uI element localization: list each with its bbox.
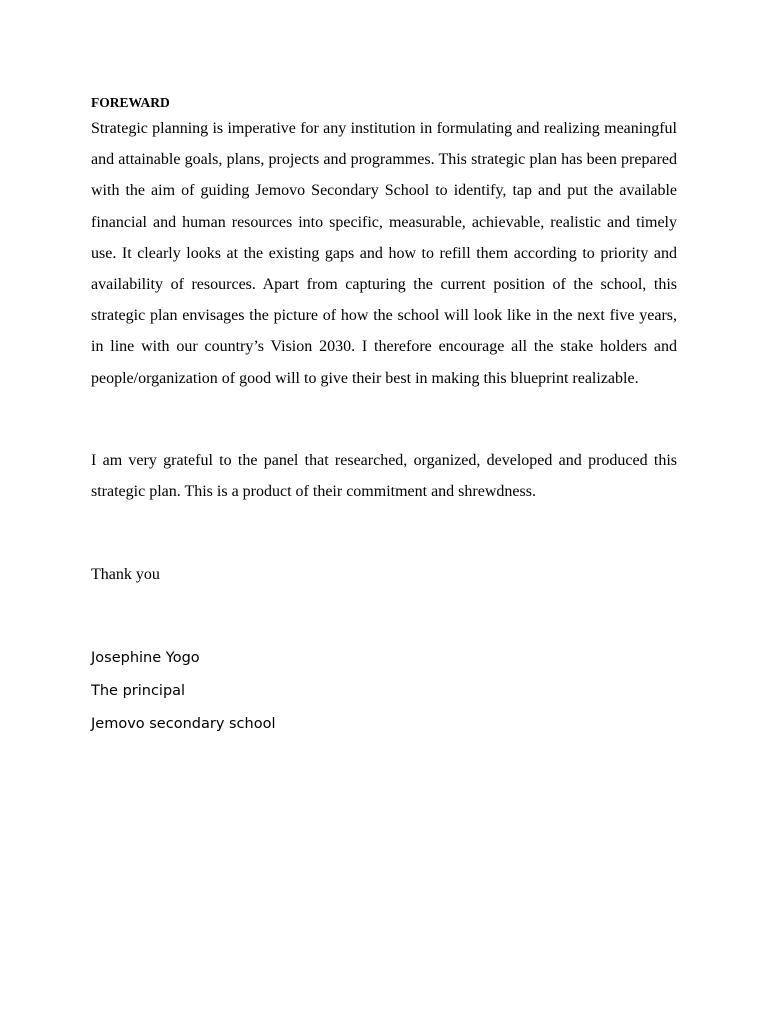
- foreword-paragraph-1: Strategic planning is imperative for any institution in formulating and realizing meaningful and attainable goals, plans, projects and programmes. This strategic plan has been prepared with the aim of guiding Jemovo Secondary School to identify, tap and put the available financial and human resources into specific, measurable, achievable, realistic and timely use. It clearly looks at the existing gaps and how to refill them according to priority and availability of resources. Apart from capturing the current position of the school, this strategic plan envisages the picture of how the school will look like in the next five years, in line with our country’s Vision 2030. I therefore encourage all the stake holders and people/organization of good will to give their best in making this blueprint realizable.: [91, 120, 677, 387]
- signatory-organization: Jemovo secondary school: [91, 716, 276, 733]
- signatory-name: Josephine Yogo: [91, 650, 200, 667]
- signature-block: [91, 642, 677, 741]
- document-body: [91, 93, 677, 741]
- signatory-title: The principal: [91, 683, 186, 700]
- closing-thanks: Thank you: [91, 566, 160, 584]
- document-heading: FOREWARD: [91, 95, 170, 110]
- foreword-paragraph-2: I am very grateful to the panel that researched, organized, developed and produced this strategic plan. This is a product of their commitment and shrewdness.: [91, 451, 677, 501]
